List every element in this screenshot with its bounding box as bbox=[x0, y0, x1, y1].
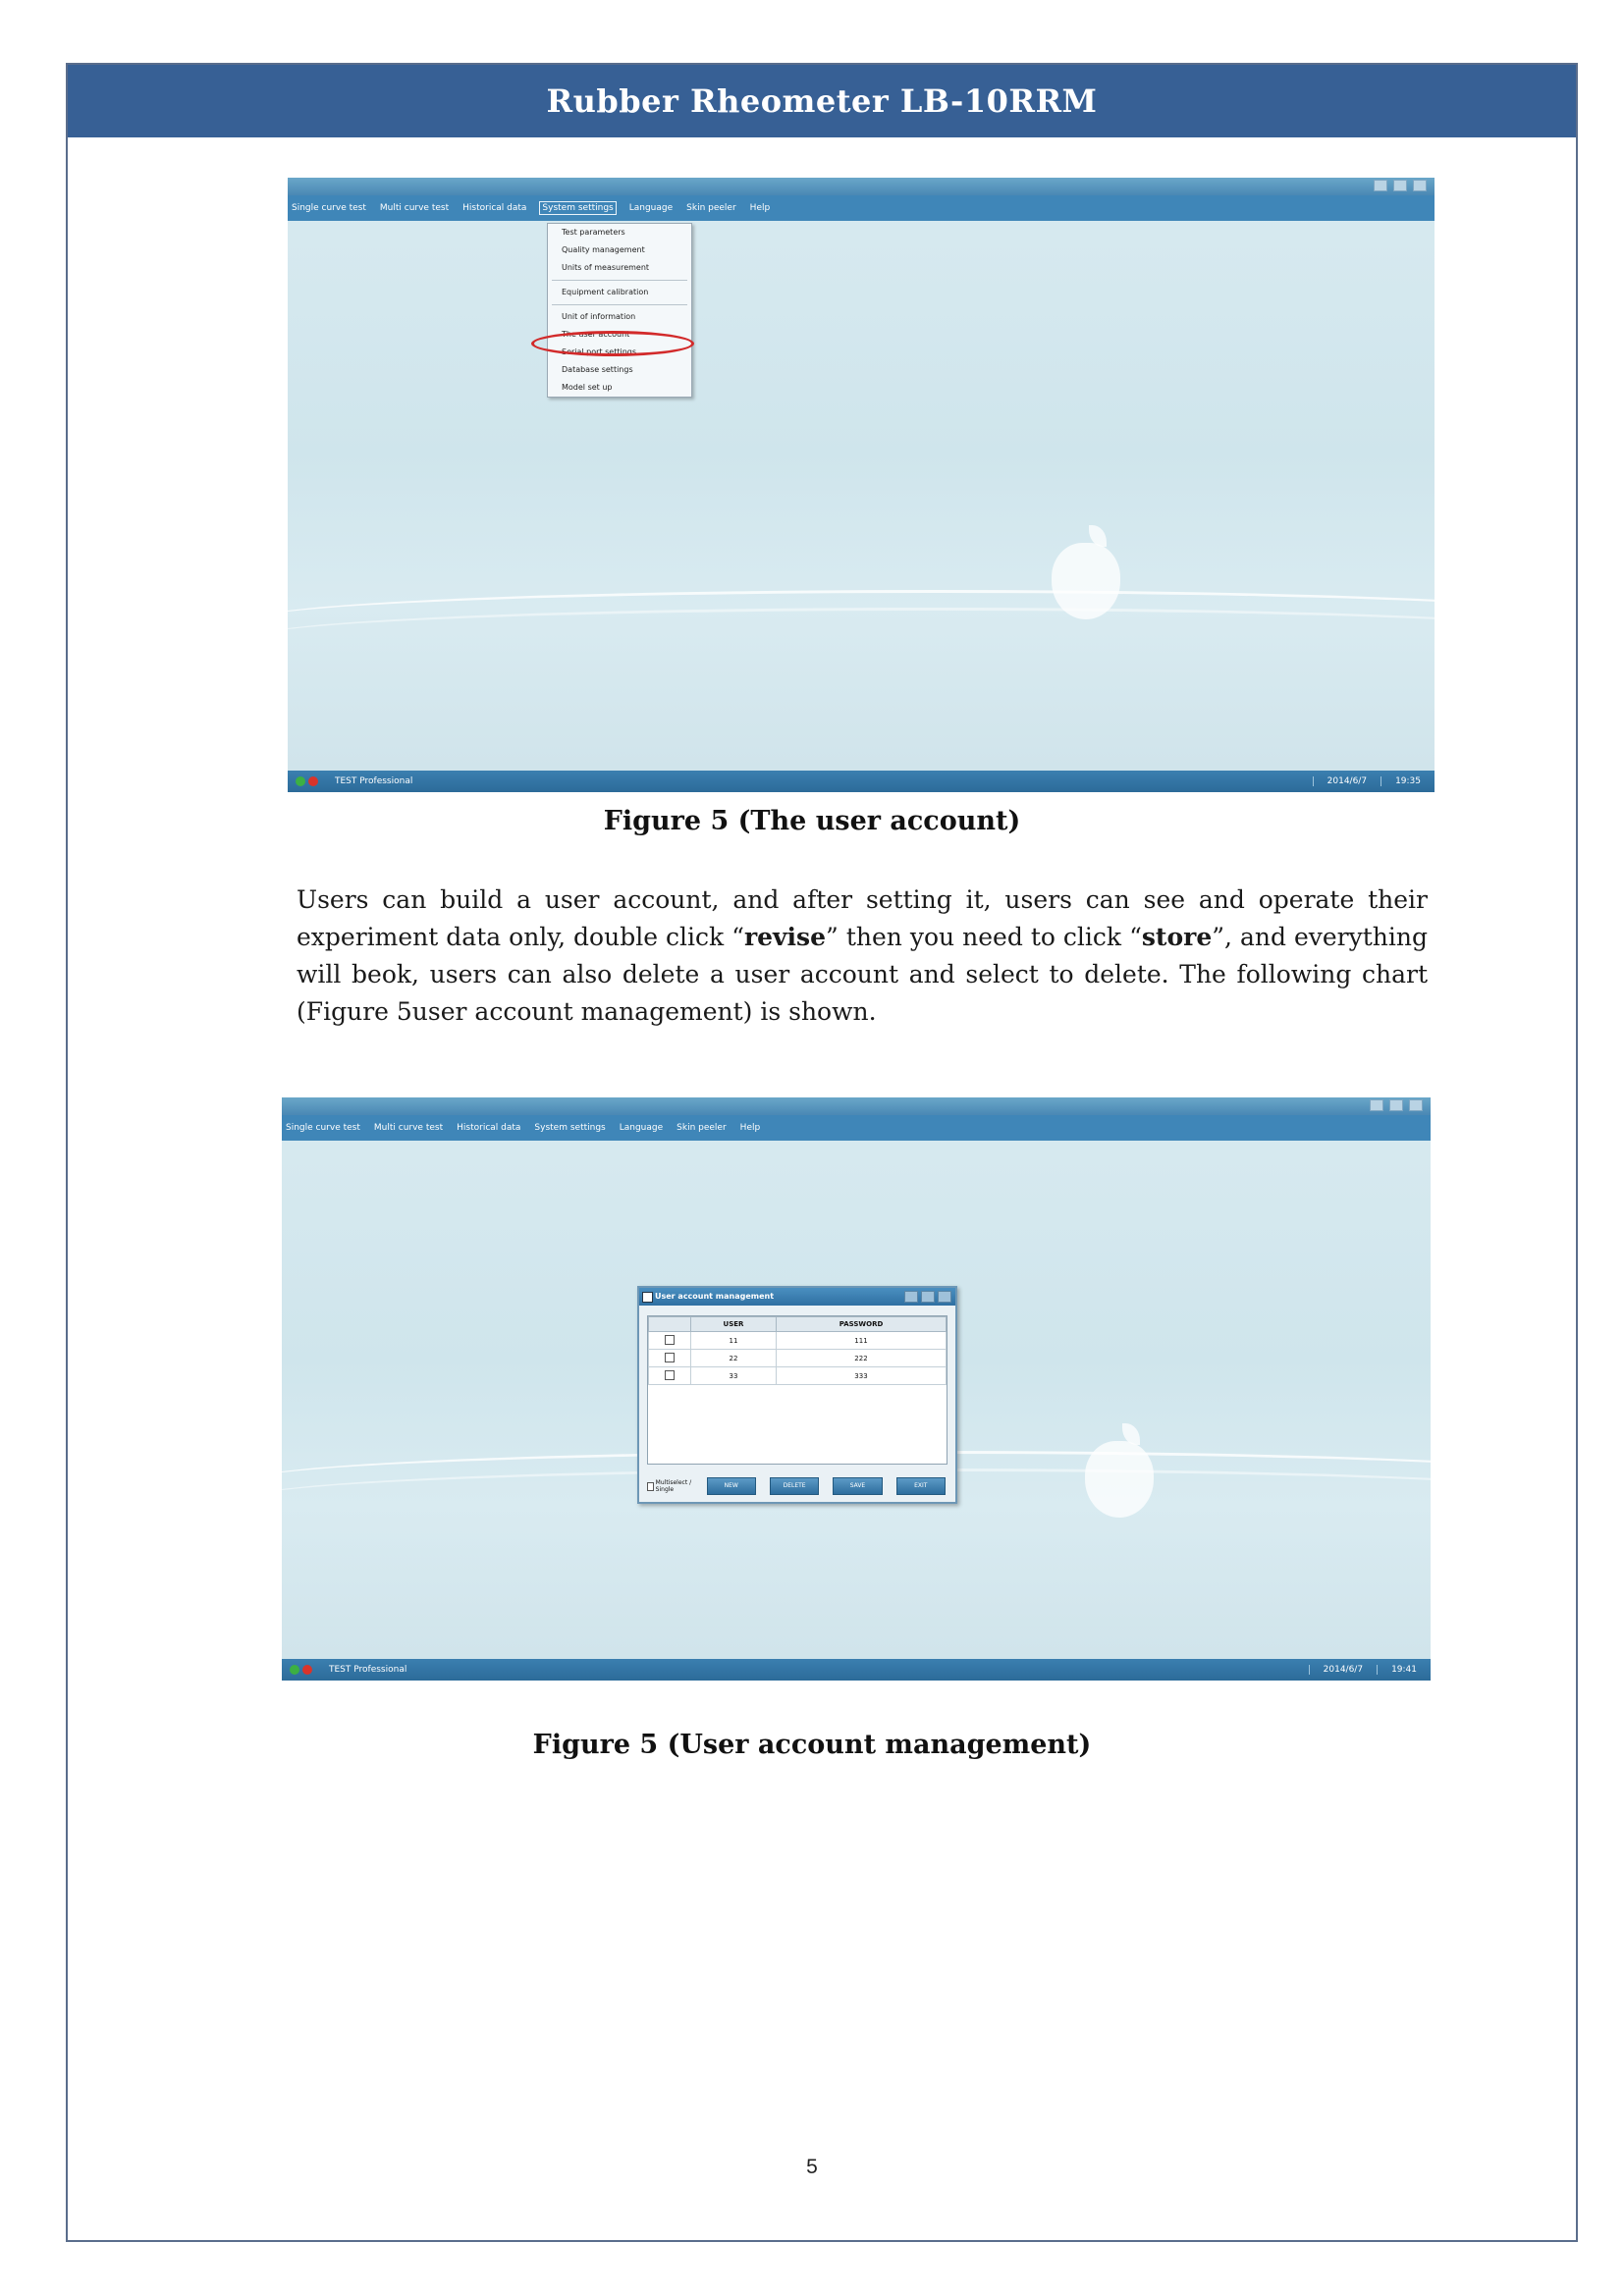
close-icon[interactable] bbox=[1409, 1099, 1423, 1111]
cell-password[interactable]: 333 bbox=[776, 1367, 946, 1385]
status-green-icon bbox=[290, 1665, 299, 1675]
delete-button[interactable]: DELETE bbox=[770, 1477, 819, 1495]
multiselect-checkbox[interactable] bbox=[647, 1479, 693, 1493]
table-row[interactable] bbox=[649, 1367, 947, 1385]
figure-1-screenshot bbox=[288, 178, 1435, 792]
table-row[interactable] bbox=[649, 1332, 947, 1350]
menu-item-serial-port-settings[interactable]: Serial port settings bbox=[562, 347, 637, 356]
body-paragraph bbox=[297, 881, 1428, 1031]
cell-user[interactable]: 22 bbox=[691, 1350, 777, 1367]
minimize-icon[interactable] bbox=[904, 1291, 918, 1303]
maximize-icon[interactable] bbox=[921, 1291, 935, 1303]
paragraph-bold-store: store bbox=[1141, 923, 1213, 951]
maximize-icon[interactable] bbox=[1389, 1099, 1403, 1111]
paragraph-text: ” then you need to click “ bbox=[826, 923, 1142, 951]
exit-button[interactable]: EXIT bbox=[896, 1477, 946, 1495]
menu-language[interactable]: Language bbox=[619, 1123, 664, 1133]
menu-multi-curve-test[interactable]: Multi curve test bbox=[373, 1123, 444, 1133]
menu-separator bbox=[552, 304, 687, 305]
menu-item-quality-management[interactable]: Quality management bbox=[562, 245, 645, 254]
table-header-user: USER bbox=[691, 1317, 777, 1332]
taskbar bbox=[288, 771, 1435, 792]
cell-password[interactable]: 222 bbox=[776, 1350, 946, 1367]
app-menubar bbox=[288, 195, 1435, 221]
row-checkbox[interactable] bbox=[649, 1332, 691, 1350]
menu-item-units-of-measurement[interactable]: Units of measurement bbox=[562, 263, 650, 272]
table-header-select bbox=[649, 1317, 691, 1332]
apple-logo-icon bbox=[1085, 1441, 1154, 1518]
menu-item-unit-of-information[interactable]: Unit of information bbox=[562, 312, 636, 321]
minimize-icon[interactable] bbox=[1374, 180, 1387, 191]
dialog-footer bbox=[647, 1476, 946, 1496]
paragraph-text: ”, and everything will beok, users can also delete a user account and select to delete. The following chart (Figure 5user account management) is shown. bbox=[297, 923, 1429, 1026]
menu-separator bbox=[552, 280, 687, 281]
taskbar-status: TEST Professional bbox=[329, 1665, 407, 1675]
window-titlebar bbox=[282, 1097, 1431, 1115]
multiselect-label: Multiselect / Single bbox=[655, 1479, 692, 1493]
menu-skin-peeler[interactable]: Skin peeler bbox=[686, 203, 736, 213]
minimize-icon[interactable] bbox=[1370, 1099, 1383, 1111]
menu-item-equipment-calibration[interactable]: Equipment calibration bbox=[562, 288, 649, 296]
menu-item-test-parameters[interactable]: Test parameters bbox=[562, 228, 625, 237]
user-table bbox=[647, 1315, 947, 1465]
taskbar-date: 2014/6/7 bbox=[1309, 1665, 1377, 1675]
maximize-icon[interactable] bbox=[1393, 180, 1407, 191]
status-red-icon bbox=[302, 1665, 312, 1675]
menu-multi-curve-test[interactable]: Multi curve test bbox=[379, 203, 450, 213]
row-checkbox[interactable] bbox=[649, 1350, 691, 1367]
menu-help[interactable]: Help bbox=[749, 203, 771, 213]
table-row[interactable] bbox=[649, 1350, 947, 1367]
page-number: 5 bbox=[806, 2156, 818, 2178]
app-menubar bbox=[282, 1115, 1431, 1141]
page-header bbox=[68, 65, 1576, 137]
figure-2-screenshot bbox=[282, 1097, 1431, 1681]
taskbar-time: 19:35 bbox=[1380, 776, 1427, 786]
menu-item-model-set-up[interactable]: Model set up bbox=[562, 383, 613, 392]
menu-skin-peeler[interactable]: Skin peeler bbox=[677, 1123, 727, 1133]
menu-item-database-settings[interactable]: Database settings bbox=[562, 365, 633, 374]
menu-historical-data[interactable]: Historical data bbox=[457, 1123, 521, 1133]
status-green-icon bbox=[296, 776, 305, 786]
menu-system-settings[interactable]: System settings bbox=[534, 1123, 606, 1133]
figure-2-caption: Figure 5 (User account management) bbox=[532, 1730, 1092, 1760]
menu-single-curve-test[interactable]: Single curve test bbox=[286, 1123, 360, 1133]
page-header-title: Rubber Rheometer LB-10RRM bbox=[546, 82, 1098, 120]
menu-help[interactable]: Help bbox=[739, 1123, 761, 1133]
dialog-app-icon bbox=[642, 1292, 653, 1303]
new-button[interactable]: NEW bbox=[707, 1477, 756, 1495]
close-icon[interactable] bbox=[1413, 180, 1427, 191]
cell-user[interactable]: 33 bbox=[691, 1367, 777, 1385]
taskbar-time: 19:41 bbox=[1377, 1665, 1423, 1675]
paragraph-bold-revise: revise bbox=[743, 923, 827, 951]
menu-language[interactable]: Language bbox=[628, 203, 674, 213]
menu-system-settings[interactable]: System settings bbox=[542, 203, 614, 213]
paragraph-text: Users can build a user account, and after setting it, users can see and operate their experiment data only, double click “ bbox=[297, 885, 1428, 951]
menu-item-user-account[interactable]: The user account bbox=[562, 330, 630, 339]
table-header-password: PASSWORD bbox=[776, 1317, 946, 1332]
apple-logo-icon bbox=[1052, 543, 1120, 619]
cell-password[interactable]: 111 bbox=[776, 1332, 946, 1350]
status-red-icon bbox=[308, 776, 318, 786]
taskbar-date: 2014/6/7 bbox=[1313, 776, 1380, 786]
table-header-row bbox=[649, 1317, 947, 1332]
figure-1-caption: Figure 5 (The user account) bbox=[603, 806, 1021, 836]
save-button[interactable]: SAVE bbox=[833, 1477, 882, 1495]
system-settings-dropdown bbox=[547, 223, 692, 398]
taskbar-status: TEST Professional bbox=[335, 776, 413, 786]
row-checkbox[interactable] bbox=[649, 1367, 691, 1385]
dialog-titlebar bbox=[639, 1288, 955, 1306]
user-account-dialog bbox=[637, 1286, 957, 1504]
taskbar bbox=[282, 1659, 1431, 1681]
menu-single-curve-test[interactable]: Single curve test bbox=[292, 203, 366, 213]
cell-user[interactable]: 11 bbox=[691, 1332, 777, 1350]
highlight-ring bbox=[531, 331, 694, 356]
background-swoosh bbox=[288, 608, 1435, 669]
window-titlebar bbox=[288, 178, 1435, 195]
dialog-title: User account management bbox=[655, 1292, 775, 1301]
close-icon[interactable] bbox=[938, 1291, 951, 1303]
menu-historical-data[interactable]: Historical data bbox=[462, 203, 527, 213]
